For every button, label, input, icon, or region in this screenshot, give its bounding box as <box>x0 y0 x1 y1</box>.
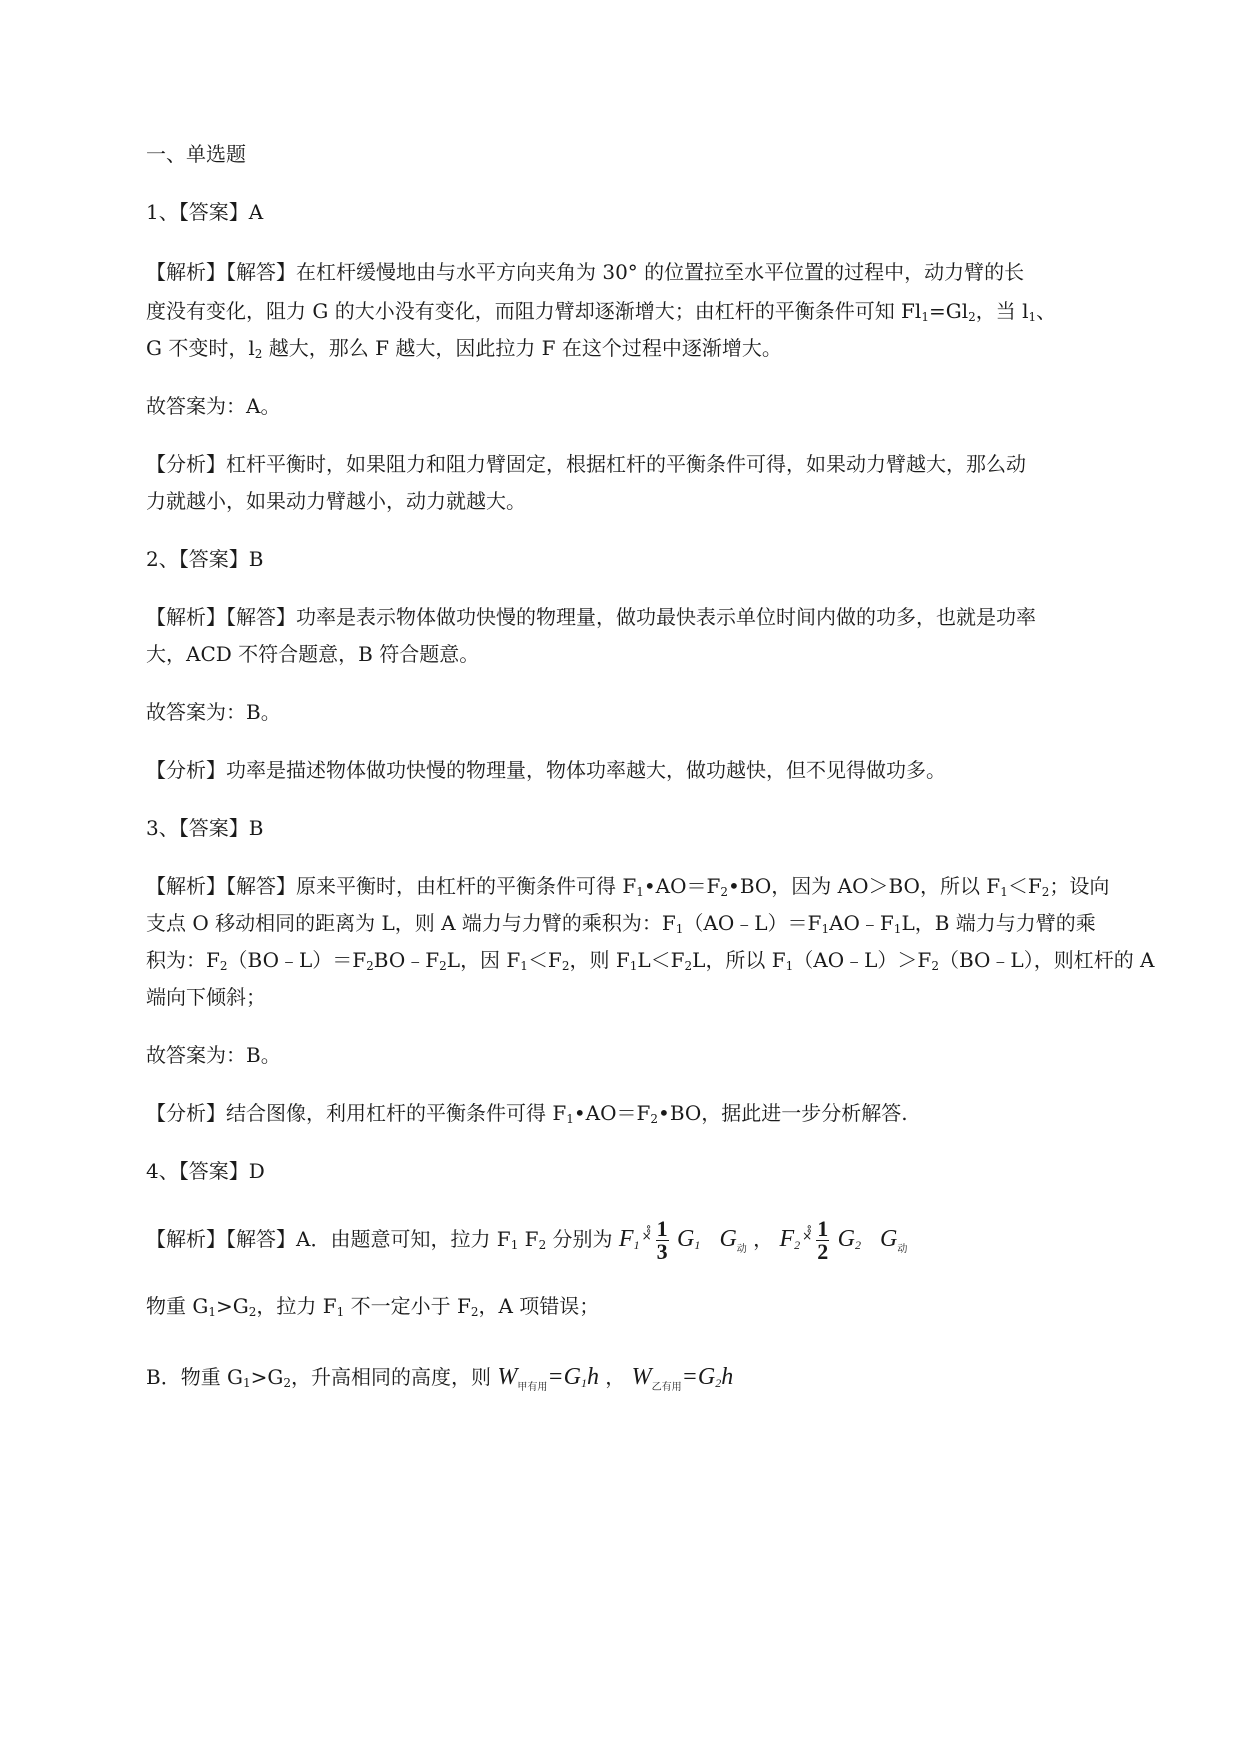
q4-analysis-line1: 【解析】【解答】A．由题意可知，拉力 $F_1$ $F_2$ 分别为 $F_1^{\times̊̊}$ $\frac{1}{3}$ $G_1$ $G_动$ ， $F_2^{\times̊̊}$ $\frac{1}{2}$ $G_2$ $G_动$ <box>146 1216 908 1264</box>
formula-g-dong-1: $G_动$ <box>719 1226 747 1255</box>
q1-analysis-line3: G 不变时，$l_2$ 越大，那么 F 越大，因此拉力 F 在这个过程中逐渐增大。 <box>146 336 782 361</box>
formula-f1: $F_1$ <box>618 1226 640 1252</box>
equals-glyph: ×̊̊ <box>641 1229 652 1243</box>
formula-g-dong-2: $G_动$ <box>880 1226 908 1255</box>
formula-w-jia: $W_{甲有用}=G_1h$ <box>497 1364 599 1393</box>
q3-analysis-line3: 积为：$F_2(BO﹣L)=F_2BO﹣F_2L$，因 $F_1<F_2$，则 $F_1L<F_2L$，所以 $F_1(AO﹣L)>F_2(BO﹣L)$，则杠杆的 A <box>146 948 1155 973</box>
q1-answer: 1、【答案】A <box>146 200 264 224</box>
q2-answer: 2、【答案】B <box>146 547 264 571</box>
section-title: 一、单选题 <box>146 142 246 166</box>
q3-analysis-line1: 【解析】【解答】原来平衡时，由杠杆的平衡条件可得 $F_1•AO=F_2•BO$，因为 AO＞BO，所以 $F_1<F_2$；设向 <box>146 874 1110 899</box>
q1-analysis-line2: 度没有变化，阻力 G 的大小没有变化，而阻力臂却逐渐增大；由杠杆的平衡条件可知 $Fl_1=Gl_2$，当 $l_1$、 <box>146 299 1057 324</box>
formula-g2: $G_2$ <box>837 1226 861 1252</box>
formula-g1: $G_1$ <box>677 1226 701 1252</box>
fraction-one-half: $\frac{1}{2}$ <box>817 1216 829 1264</box>
q3-note: 【分析】结合图像，利用杠杆的平衡条件可得 $F_1•AO=F_2•BO$，据此进一步分析解答. <box>146 1101 908 1126</box>
q2-conclusion: 故答案为：B。 <box>146 700 281 724</box>
formula-w-yi: $W_{乙有用}=G_2h$ <box>631 1364 734 1393</box>
q3-answer: 3、【答案】B <box>146 816 264 840</box>
q1-note-line2: 力就越小，如果动力臂越小，动力就越大。 <box>146 489 526 513</box>
q3-analysis-line4: 端向下倾斜； <box>146 985 266 1009</box>
q1-analysis-line1: 【解析】【解答】在杠杆缓慢地由与水平方向夹角为 30° 的位置拉至水平位置的过程中，动力臂的长 <box>146 260 1025 284</box>
q3-conclusion: 故答案为：B。 <box>146 1043 281 1067</box>
equals-glyph-2: ×̊̊ <box>802 1229 813 1243</box>
formula-f2: $F_2$ <box>779 1226 801 1252</box>
q4-line2: 物重 $G_1>G_2$，拉力 $F_1$ 不一定小于 $F_2$，A 项错误； <box>146 1294 600 1319</box>
q2-analysis-line1: 【解析】【解答】功率是表示物体做功快慢的物理量，做功最快表示单位时间内做的功多，也就是功率 <box>146 605 1036 629</box>
q2-note-line1: 【分析】功率是描述物体做功快慢的物理量，物体功率越大，做功越快，但不见得做功多。 <box>146 758 946 782</box>
q4-line3: B．物重 $G_1>G_2$，升高相同的高度，则 $W_{甲有用}=G_1h$ ， $W_{乙有用}=G_2h$ <box>146 1364 734 1393</box>
q3-analysis-line2: 支点 O 移动相同的距离为 L，则 A 端力与力臂的乘积为：$F_1(AO﹣L)=F_1AO﹣F_1L$，B 端力与力臂的乘 <box>146 911 1096 936</box>
fraction-one-third: $\frac{1}{3}$ <box>656 1216 668 1264</box>
q4-answer: 4、【答案】D <box>146 1159 265 1183</box>
q1-conclusion: 故答案为：A。 <box>146 394 281 418</box>
q1-note-line1: 【分析】杠杆平衡时，如果阻力和阻力臂固定，根据杠杆的平衡条件可得，如果动力臂越大，那么动 <box>146 452 1026 476</box>
q2-analysis-line2: 大，ACD 不符合题意，B 符合题意。 <box>146 642 480 666</box>
